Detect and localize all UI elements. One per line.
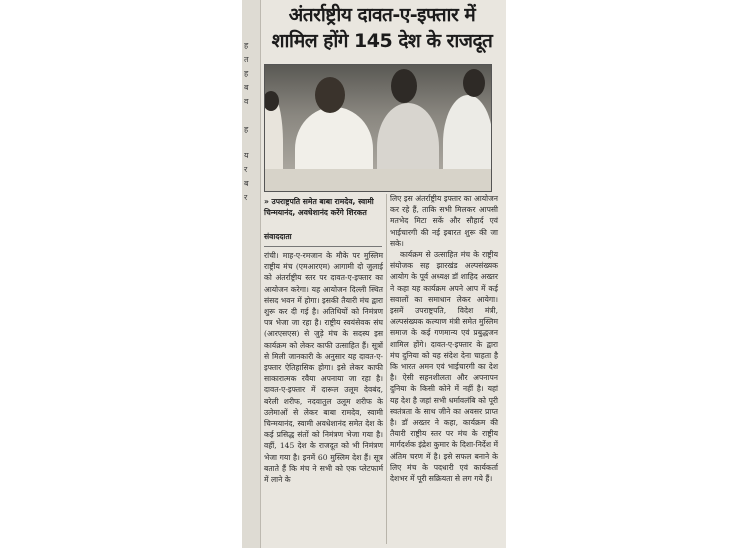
newspaper-clipping	[242, 0, 506, 548]
strip-char: ह	[244, 125, 249, 134]
article-paragraph: कार्यक्रम से उत्साहित मंच के राष्ट्रीय संयोजक सह झारखंड अल्पसंख्यक आयोग के पूर्व अध्यक्ष डॉ शाहिद अख्तर ने कहा यह कार्यक्रम अपने आप में कई सवालों का समाधान लेकर आयेगा। इसमें उपराष्ट्रपति, विदेश मंत्री, अल्पसंख्यक कल्याण मंत्री समेत मुस्लिम समाज के कई गणमान्य एवं प्रबुद्धजन शामिल होंगे। दावत-ए-इफ्तार के द्वारा मंच दुनिया को यह संदेश देना चाहता है कि भारत अमन एवं भाईचारगी का देश है। ऐसी सहनशीलता और अपनापन दुनिया के किसी कोने में नहीं है। यहां यह देश है जहां सभी धर्मावलंबि को पूरी स्वतंत्रता के साथ जीने का अवसर प्राप्त है। डॉ अख्तर ने कहा, कार्यक्रम की तैयारी राष्ट्रीय स्तर पर मंच के राष्ट्रीय मार्गदर्शक इंद्रेश कुमार के दिशा-निर्देश में अंतिम चरण में है। इसे सफल बनाने के लिए मंच के पदधारी एवं कार्यकर्ता देशभर में पूरी सक्रियता से लग गये हैं।	[390, 250, 498, 484]
byline: संवाददाता	[264, 232, 292, 241]
adjacent-column-strip	[242, 0, 261, 548]
strip-char: र	[244, 193, 248, 202]
strip-char: य	[244, 151, 249, 160]
headline-line-1: अंतर्राष्ट्रीय दावत-ए-इफ्तार में	[288, 4, 476, 26]
news-photo	[264, 64, 492, 192]
article-column-1	[264, 250, 383, 485]
headline	[262, 2, 502, 54]
strip-char: त	[244, 55, 249, 64]
strip-char: ह	[244, 41, 249, 50]
subheadline: » उपराष्ट्रपति समेत बाबा रामदेव, स्वामी चिन्मयानंद, अवधेशानंद करेंगे शिरकत	[264, 197, 374, 217]
strip-char: ब	[244, 179, 249, 188]
column-separator	[386, 194, 387, 544]
strip-char: व	[244, 97, 249, 106]
article-paragraph: लिए इस अंतर्राष्ट्रीय इफ्तार का आयोजन कर रहे हैं, ताकि सभी मिलकर आपसी मतभेद मिटा सकें और सौहार्द एवं भाईचारगी की नई इबारत शुरू की जा सके।	[390, 194, 498, 248]
headline-line-2: शामिल होंगे 145 देश के राजदूत	[271, 30, 493, 52]
article-paragraph: रांची। माह-ए-रमजान के मौके पर मुस्लिम राष्ट्रीय मंच (एमआरएम) आगामी दो जुलाई को अंतर्राष्ट्रीय स्तर पर दावत-ए-इफ्तार का आयोजन करेगा। यह आयोजन दिल्ली स्थित संसद भवन में होगा। इसकी तैयारी मंच द्वारा शुरू कर दी गई है। अतिथियों को निमंत्रण पत्र भेजा जा रहा है। राष्ट्रीय स्वयंसेवक संघ (आरएसएस) से जुड़े मंच के सदस्य इस कार्यक्रम को लेकर काफी उत्साहित हैं। सूत्रों से मिली जानकारी के अनुसार यह दावत-ए-इफ्तार ऐतिहासिक होगा। इसे लेकर काफी साकारात्मक रवैया अपनाया जा रहा है। दावत-ए-इफ्तार में दारूल उलूम देवबंद, बरेली शरीफ, नदवातुल उलूम शरीफ के उलेमाओं से लेकर बाबा रामदेव, स्वामी चिन्मयानंद, स्वामी अवधेशानंद समेत देश के कई प्रसिद्ध संतों को निमंत्रण भेजा गया है। वहीं, 145 देश के राजदूत को भी निमंत्रण भेजा गया है। इनमें 60 मुस्लिम देश हैं। सूत्र बताते हैं कि मंच ने सभी को एक प्लेटफार्म में लाने के	[264, 251, 383, 485]
strip-char: ब	[244, 83, 249, 92]
article-column-2	[390, 193, 498, 484]
strip-char: र	[244, 165, 248, 174]
strip-char: ह	[244, 69, 249, 78]
byline-rule	[264, 246, 382, 247]
